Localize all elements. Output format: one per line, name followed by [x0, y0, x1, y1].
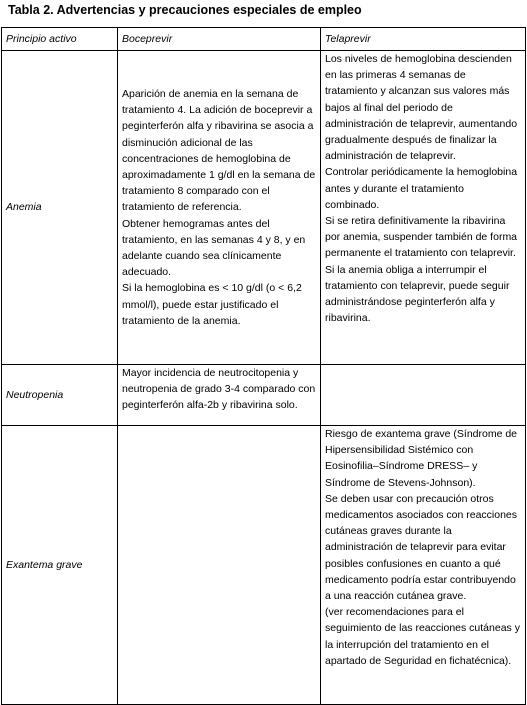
header-boceprevir: Boceprevir	[118, 28, 321, 51]
table-header-row	[2, 28, 526, 51]
paragraph: Se deben usar con precaución otros medicamentos asociados con reacciones cutáneas graves durante la administración de telaprevir para evitar posibles confusiones en cuanto a qué medicamento podría estar contribuyendo a una reacción cutánea grave.	[325, 492, 518, 603]
paragraph: Aparición de anemia en la semana de tratamiento 4. La adición de boceprevir a peginterferón alfa y ribavirina se asocia a disminución adicional de las concentraciones de hemoglobina de aproximadamente 1 g/dl en la semana de tratamiento 8 comparado con el tratamiento de referencia.	[122, 87, 316, 214]
paragraph: Riesgo de exantema grave (Síndrome de Hipersensibilidad Sistémico con Eosinofilia–Síndrome DRESS– y Síndrome de Stevens-Johnson).	[325, 428, 518, 489]
header-principio-activo: Principio activo	[2, 28, 118, 51]
paragraph: Obtener hemogramas antes del tratamiento, en las semanas 4 y 8, y en adelante cuando sea clínicamente adecuado.	[122, 217, 306, 279]
paragraph: Si se retira definitivamente la ribavirina por anemia, suspender también de forma permanente el tratamiento con telaprevir. Si la anemia obliga a interrumpir el tratamiento con telaprevir, puede seguir administrándose peginterferón alfa y ribavirina.	[325, 215, 518, 325]
paragraph: (ver recomendaciones para el seguimiento de las reacciones cutáneas y la interrupción del tratamiento en el apartado de Seguridad en fichatécnica).	[325, 606, 520, 667]
cell-anemia-telaprevir	[321, 51, 526, 365]
cell-exantema-boceprevir	[118, 426, 321, 705]
row-label-neutropenia: Neutropenia	[2, 365, 118, 426]
table-row-anemia	[2, 51, 526, 365]
paragraph: Si la hemoglobina es < 10 g/dl (o < 6,2 mmol/l), puede estar justificado el tratamiento de la anemia.	[122, 282, 302, 327]
warnings-table	[1, 27, 526, 705]
cell-anemia-boceprevir	[118, 51, 321, 365]
row-label-anemia: Anemia	[2, 51, 118, 365]
table-row-neutropenia	[2, 365, 526, 426]
paragraph: Mayor incidencia de neutrocitopenia y neutropenia de grado 3-4 comparado con peginterferón alfa-2b y ribavirina solo.	[122, 367, 316, 412]
cell-neutropenia-telaprevir	[321, 365, 526, 426]
cell-exantema-telaprevir	[321, 426, 526, 705]
table-title: Tabla 2. Advertencias y precauciones especiales de empleo	[8, 3, 362, 17]
table-row-exantema-grave	[2, 426, 526, 705]
header-telaprevir: Telaprevir	[321, 28, 526, 51]
paragraph: Controlar periódicamente la hemoglobina antes y durante el tratamiento combinado.	[325, 166, 518, 211]
cell-neutropenia-boceprevir	[118, 365, 321, 426]
row-label-exantema-grave: Exantema grave	[2, 426, 118, 705]
paragraph: Los niveles de hemoglobina descienden en las primeras 4 semanas de tratamiento y alcanzan sus valores más bajos al final del periodo de administración de telaprevir, aumentando gradualmente después de finalizar la administración de telaprevir.	[325, 53, 518, 163]
